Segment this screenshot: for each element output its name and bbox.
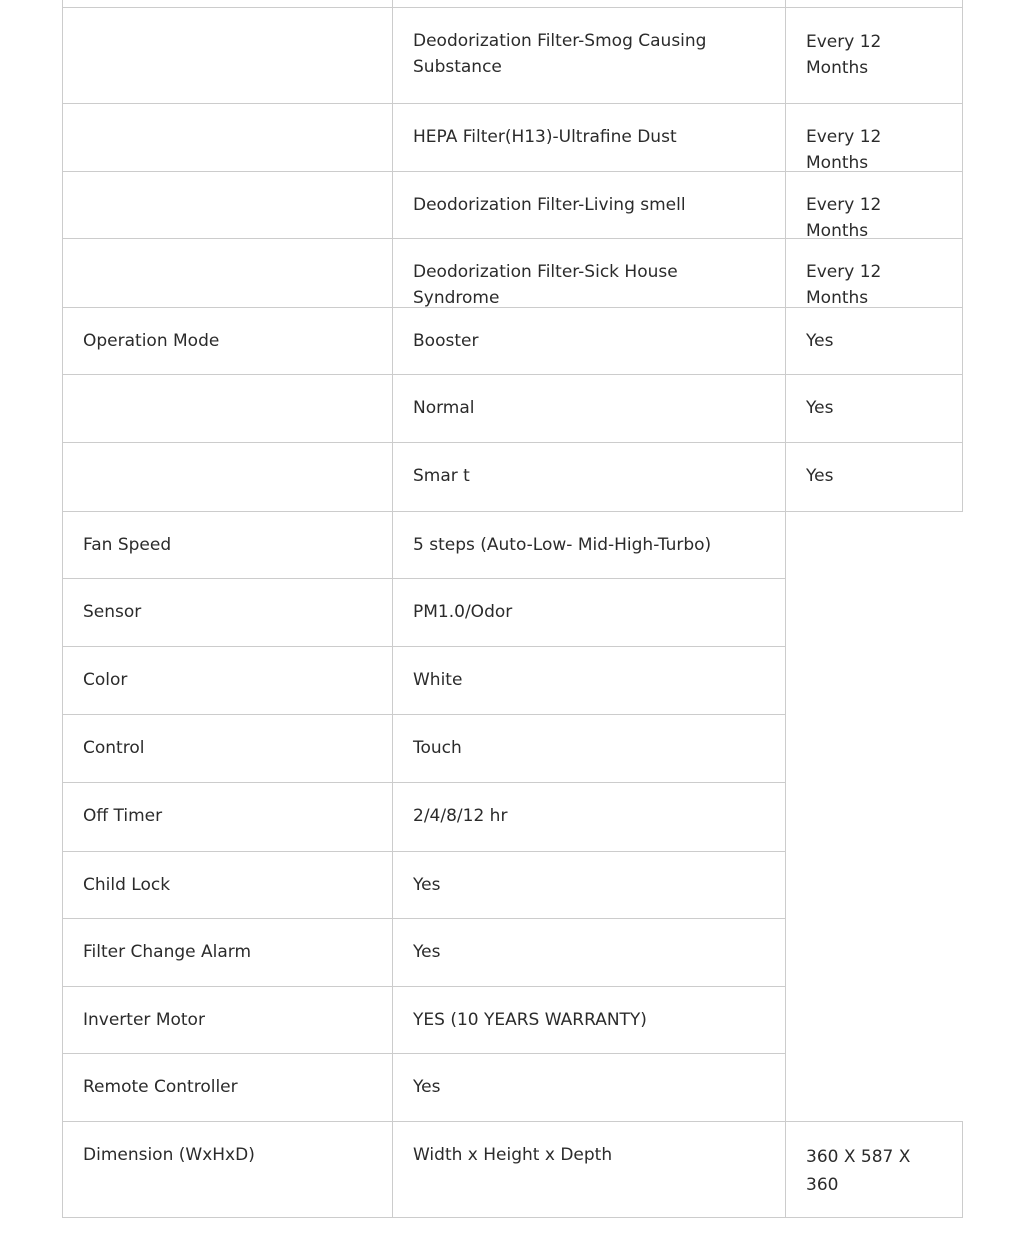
- table-cell-name: [62, 104, 393, 172]
- table-cell-name: Sensor: [62, 579, 393, 647]
- table-cell-value: Every 12 Months: [785, 172, 963, 239]
- table-cell-value: Yes: [785, 375, 963, 443]
- table-cell-item: 2/4/8/12 hr: [392, 783, 786, 852]
- table-cell-name: Inverter Motor: [62, 987, 393, 1054]
- table-cell-name: Remote Controller: [62, 1054, 393, 1122]
- table-cell-name: Dimension (WxHxD): [62, 1122, 393, 1218]
- table-cell-item: HEPA Filter(H13)-Ultrafine Dust: [392, 104, 786, 172]
- table-cell-item: Touch: [392, 715, 786, 783]
- table-cell-name: Color: [62, 647, 393, 715]
- table-cell-name: Off Timer: [62, 783, 393, 852]
- table-cell-value: Every 12 Months: [785, 104, 963, 172]
- table-cell-name: [62, 443, 393, 512]
- table-cell-name: [62, 375, 393, 443]
- table-cell-item: Width x Height x Depth: [392, 1122, 786, 1218]
- table-cell-name: Filter Change Alarm: [62, 919, 393, 987]
- table-cell-item: Yes: [392, 1054, 786, 1122]
- table-cell-name: Child Lock: [62, 852, 393, 919]
- table-cell-item: Deodorization Filter-Smog Causing Substance: [392, 0, 786, 104]
- table-cell-name: Fan Speed: [62, 512, 393, 579]
- table-cell-value: 360 X 587 X 360: [785, 1122, 963, 1218]
- table-cell-name: [62, 239, 393, 308]
- table-cell-item: White: [392, 647, 786, 715]
- table-cell-item: Deodorization Filter-Sick House Syndrome: [392, 239, 786, 308]
- table-cell-item: YES (10 YEARS WARRANTY): [392, 987, 786, 1054]
- table-cell-item: Yes: [392, 852, 786, 919]
- table-cell-value: Every 12 Months: [785, 0, 963, 104]
- table-cell-item: Yes: [392, 919, 786, 987]
- table-cell-value: Yes: [785, 443, 963, 512]
- table-cell-name: [62, 0, 393, 104]
- table-cell-item: Normal: [392, 375, 786, 443]
- table-cell-item: Smar t: [392, 443, 786, 512]
- table-cell-value: Yes: [785, 308, 963, 375]
- table-cell-item: Deodorization Filter-Living smell: [392, 172, 786, 239]
- table-cell-name: [62, 172, 393, 239]
- table-cell-item: 5 steps (Auto-Low- Mid-High-Turbo): [392, 512, 786, 579]
- table-cell-name: Control: [62, 715, 393, 783]
- table-cell-item: PM1.0/Odor: [392, 579, 786, 647]
- table-cell-item: Booster: [392, 308, 786, 375]
- table-cell-value: Every 12 Months: [785, 239, 963, 308]
- table-cell-name: Operation Mode: [62, 308, 393, 375]
